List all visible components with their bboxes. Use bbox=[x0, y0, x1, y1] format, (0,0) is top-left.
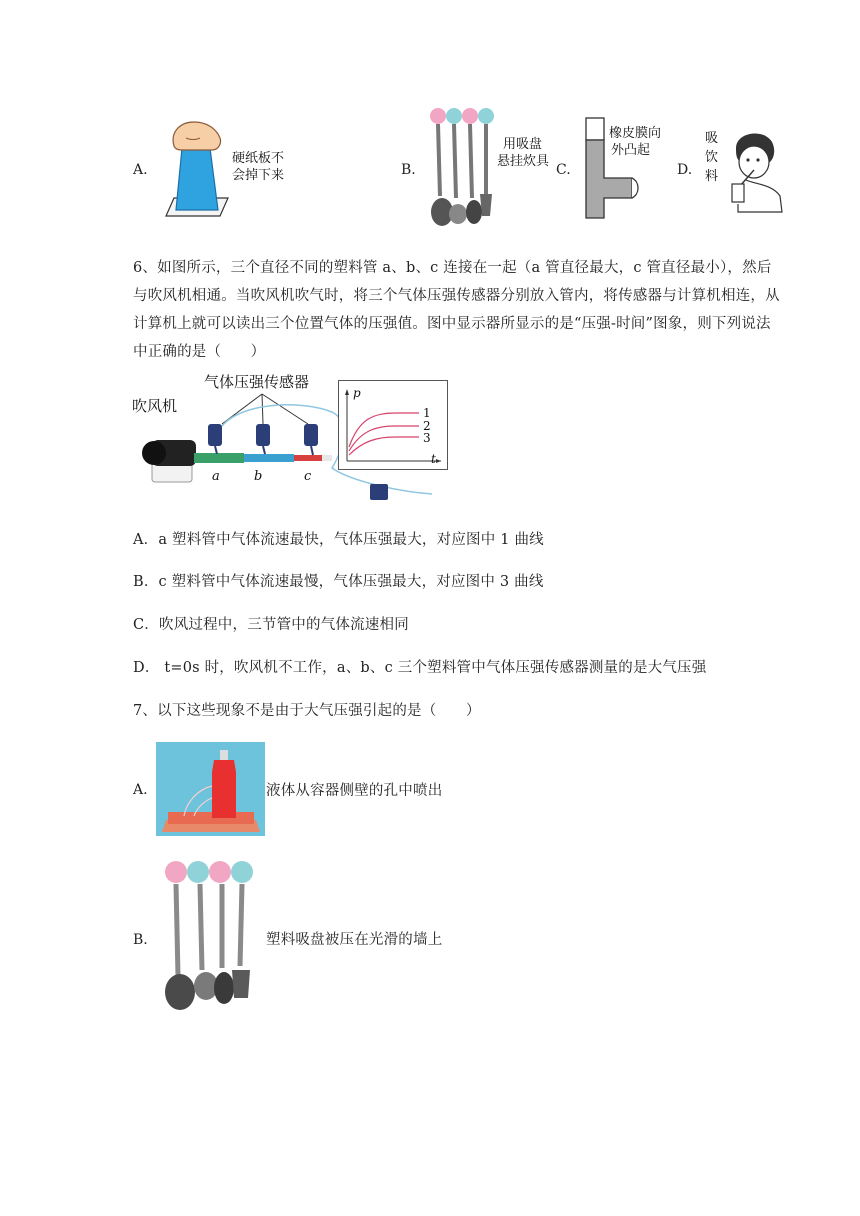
q7-option-a-letter: A. bbox=[133, 782, 148, 798]
option-d-letter: D. bbox=[677, 162, 693, 178]
tube-b-label: b bbox=[254, 469, 263, 484]
q6-option-c: C．吹风过程中，三节管中的气体流速相同 bbox=[133, 617, 409, 633]
option-c-letter: C. bbox=[556, 162, 571, 178]
option-c-caption-2: 外凸起 bbox=[611, 143, 651, 158]
option-d-caption-1: 吸 bbox=[705, 131, 719, 146]
q6-option-a: A．a 塑料管中气体流速最快，气体压强最大，对应图中 1 曲线 bbox=[133, 532, 544, 548]
q6-stem-line-2: 与吹风机相通。当吹风机吹气时，将三个气体压强传感器分别放入管内，将传感器与计算机相连，从 bbox=[133, 288, 780, 304]
option-b-letter: B. bbox=[401, 162, 416, 178]
q7-option-a-text: 液体从容器侧壁的孔中喷出 bbox=[266, 783, 443, 799]
cup-cardboard-illustration bbox=[160, 118, 230, 222]
q6-stem-line-4: 中正确的是（ ） bbox=[133, 344, 266, 360]
pressure-time-graph bbox=[338, 380, 448, 470]
q6-option-b: B．c 塑料管中气体流速最慢，气体压强最大，对应图中 3 曲线 bbox=[133, 574, 544, 590]
option-a-caption-2: 会掉下来 bbox=[232, 168, 285, 183]
sensor-label: 气体压强传感器 bbox=[204, 373, 310, 391]
tube-a-label: a bbox=[212, 469, 220, 484]
q6-option-d: D． t=0s 时，吹风机不工作，a、b、c 三个塑料管中气体压强传感器测量的是大气压强 bbox=[133, 660, 707, 676]
option-a-letter: A. bbox=[133, 162, 148, 178]
option-b-caption-2: 悬挂炊具 bbox=[497, 154, 550, 169]
q7-option-b-text: 塑料吸盘被压在光滑的墙上 bbox=[266, 932, 443, 948]
curve-3-label: 3 bbox=[423, 431, 431, 445]
boy-drinking-straw-illustration bbox=[724, 126, 786, 214]
suction-hooks-utensils-photo bbox=[160, 858, 264, 1014]
tube-c-label: c bbox=[304, 469, 312, 484]
graph-x-label: t bbox=[431, 452, 436, 466]
curve-1-label: 1 bbox=[423, 406, 431, 420]
bottle-water-spray-photo bbox=[156, 742, 265, 836]
q7-option-b-letter: B. bbox=[133, 932, 148, 948]
q6-stem-line-1: 6、如图所示，三个直径不同的塑料管 a、b、c 连接在一起（a 管直径最大，c 管直径最小），然后 bbox=[133, 260, 772, 276]
option-c-caption-1: 橡皮膜向 bbox=[609, 126, 662, 141]
blower-label: 吹风机 bbox=[132, 397, 178, 415]
suction-hooks-utensils-icon bbox=[426, 106, 500, 230]
option-d-caption-3: 料 bbox=[705, 169, 719, 184]
option-d-caption-2: 饮 bbox=[705, 150, 719, 165]
graph-y-label: p bbox=[353, 386, 361, 400]
curve-2-label: 2 bbox=[423, 419, 431, 433]
q7-stem: 7、以下这些现象不是由于大气压强引起的是（ ） bbox=[133, 703, 481, 719]
q6-stem-line-3: 计算机上就可以读出三个位置气体的压强值。图中显示器所显示的是“压强-时间”图象，则下列说法 bbox=[133, 316, 771, 332]
option-b-caption-1: 用吸盘 bbox=[503, 137, 543, 152]
option-a-caption-1: 硬纸板不 bbox=[232, 151, 285, 166]
